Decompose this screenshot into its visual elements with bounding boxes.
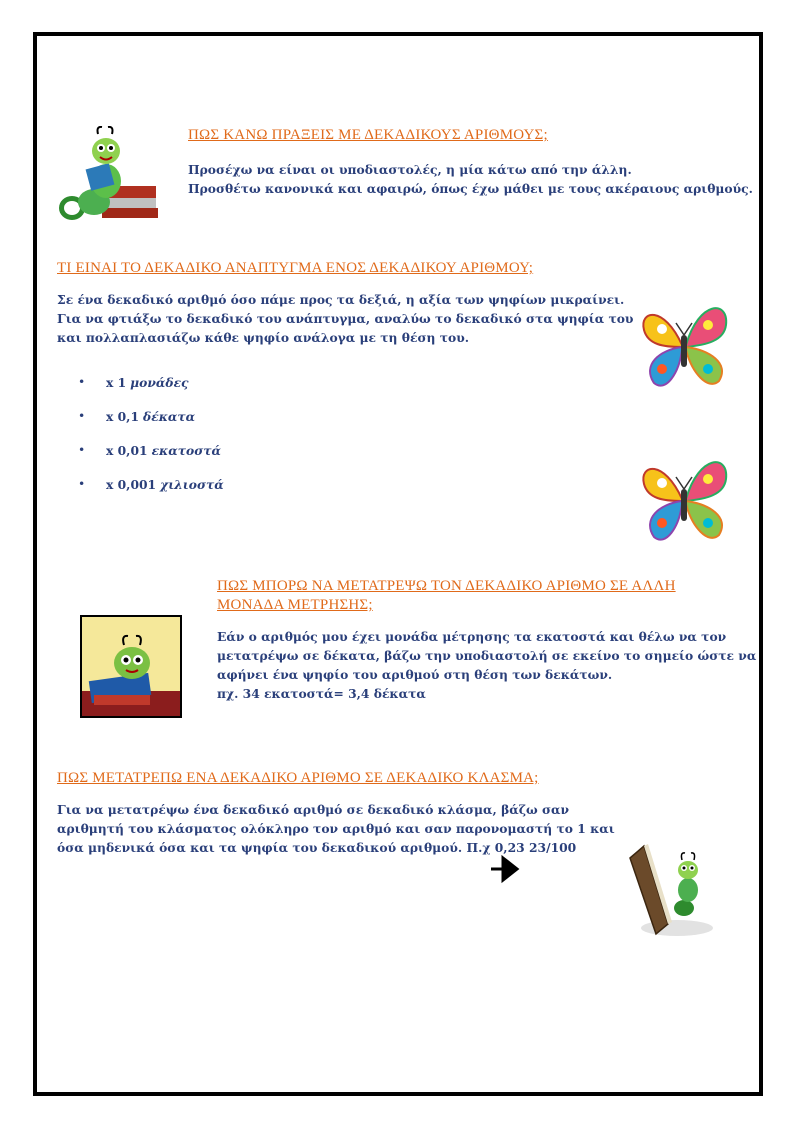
list-item: [78, 443, 224, 477]
list-item: [78, 477, 224, 511]
text-line: όσα μηδενικά όσα και τα ψηφία του δεκαδικού αριθμού. Π.χ 0,23 23/100: [57, 840, 577, 855]
text-line: αφήνει ένα ψηφίο του αριθμού στη θέση των δεκάτων.: [217, 667, 613, 682]
text-line: Προσέχω να είναι οι υποδιαστολές, η μία κάτω από την άλλη.: [188, 162, 632, 177]
factor-label: x 0,1: [106, 409, 140, 424]
bullet-icon: •: [78, 375, 86, 389]
section1-heading: ΠΩΣ ΚΑΝΩ ΠΡΑΞΕΙΣ ΜΕ ΔΕΚΑΔΙΚΟΥΣ ΑΡΙΘΜΟΥΣ;: [188, 127, 548, 143]
section4-heading: ΠΩΣ ΜΕΤΑΤΡΕΠΩ ΕΝΑ ΔΕΚΑΔΙΚΟ ΑΡΙΘΜΟ ΣΕ ΔΕΚΑΔΙΚΟ ΚΛΑΣΜΑ;: [57, 770, 539, 786]
list-item: [78, 375, 224, 409]
section4-text: [57, 800, 615, 857]
text-line: Σε ένα δεκαδικό αριθμό όσο πάμε προς τα δεξιά, η αξία των ψηφίων μικραίνει.: [57, 292, 625, 307]
section2-text: [57, 290, 633, 347]
bullet-icon: •: [78, 409, 86, 423]
text-line: Προσθέτω κανονικά και αφαιρώ, όπως έχω μάθει με τους ακέραιους αριθμούς.: [188, 181, 753, 196]
section2-heading: ΤΙ ΕΙΝΑΙ ΤΟ ΔΕΚΑΔΙΚΟ ΑΝΑΠΤΥΓΜΑ ΕΝΟΣ ΔΕΚΑΔΙΚΟΥ ΑΡΙΘΜΟΥ;: [57, 260, 534, 276]
factor-label: x 0,001: [106, 477, 157, 492]
list-item: [78, 409, 224, 443]
section3-heading: [217, 577, 676, 615]
text-line: Για να μετατρέψω ένα δεκαδικό αριθμό σε δεκαδικό κλάσμα, βάζω σαν: [57, 802, 570, 817]
bullet-icon: •: [78, 443, 86, 457]
factor-label: x 1: [106, 375, 127, 390]
arrow-right-icon: [489, 854, 521, 884]
heading-line: ΜΟΝΑΔΑ ΜΕΤΡΗΣΗΣ;: [217, 597, 373, 613]
unit-label: μονάδες: [130, 375, 189, 390]
factor-label: x 0,01: [106, 443, 148, 458]
unit-label: εκατοστά: [151, 443, 221, 458]
text-line: Εάν ο αριθμός μου έχει μονάδα μέτρησης τα εκατοστά και θέλω να τον: [217, 629, 727, 644]
butterfly-icon: [634, 449, 734, 547]
heading-line: ΠΩΣ ΜΠΟΡΩ ΝΑ ΜΕΤΑΤΡΕΨΩ ΤΟΝ ΔΕΚΑΔΙΚΟ ΑΡΙΘΜΟ ΣΕ ΑΛΛΗ: [217, 578, 676, 594]
section1-text: [188, 160, 753, 198]
text-line: μετατρέψω σε δέκατα, βάζω την υποδιαστολή σε εκείνο το σημείο ώστε να: [217, 648, 757, 663]
bookworm-reading-icon: [56, 126, 160, 226]
text-line: πχ. 34 εκατοστά= 3,4 δέκατα: [217, 686, 426, 701]
decimal-places-list: [78, 375, 224, 511]
butterfly-icon: [634, 295, 734, 393]
text-line: αριθμητή του κλάσματος ολόκληρο τον αριθμό και σαν παρονομαστή το 1 και: [57, 821, 615, 836]
text-line: Για να φτιάξω το δεκαδικό του ανάπτυγμα, αναλύω το δεκαδικό στα ψηφία του: [57, 311, 634, 326]
text-line: και πολλαπλασιάζω κάθε ψηφίο ανάλογα με τη θέση του.: [57, 330, 470, 345]
worm-reading-book-icon: [80, 615, 182, 718]
section3-text: [217, 627, 756, 703]
unit-label: δέκατα: [143, 409, 196, 424]
unit-label: χιλιοστά: [160, 477, 224, 492]
bullet-icon: •: [78, 477, 86, 491]
worm-with-book-icon: [622, 840, 714, 938]
